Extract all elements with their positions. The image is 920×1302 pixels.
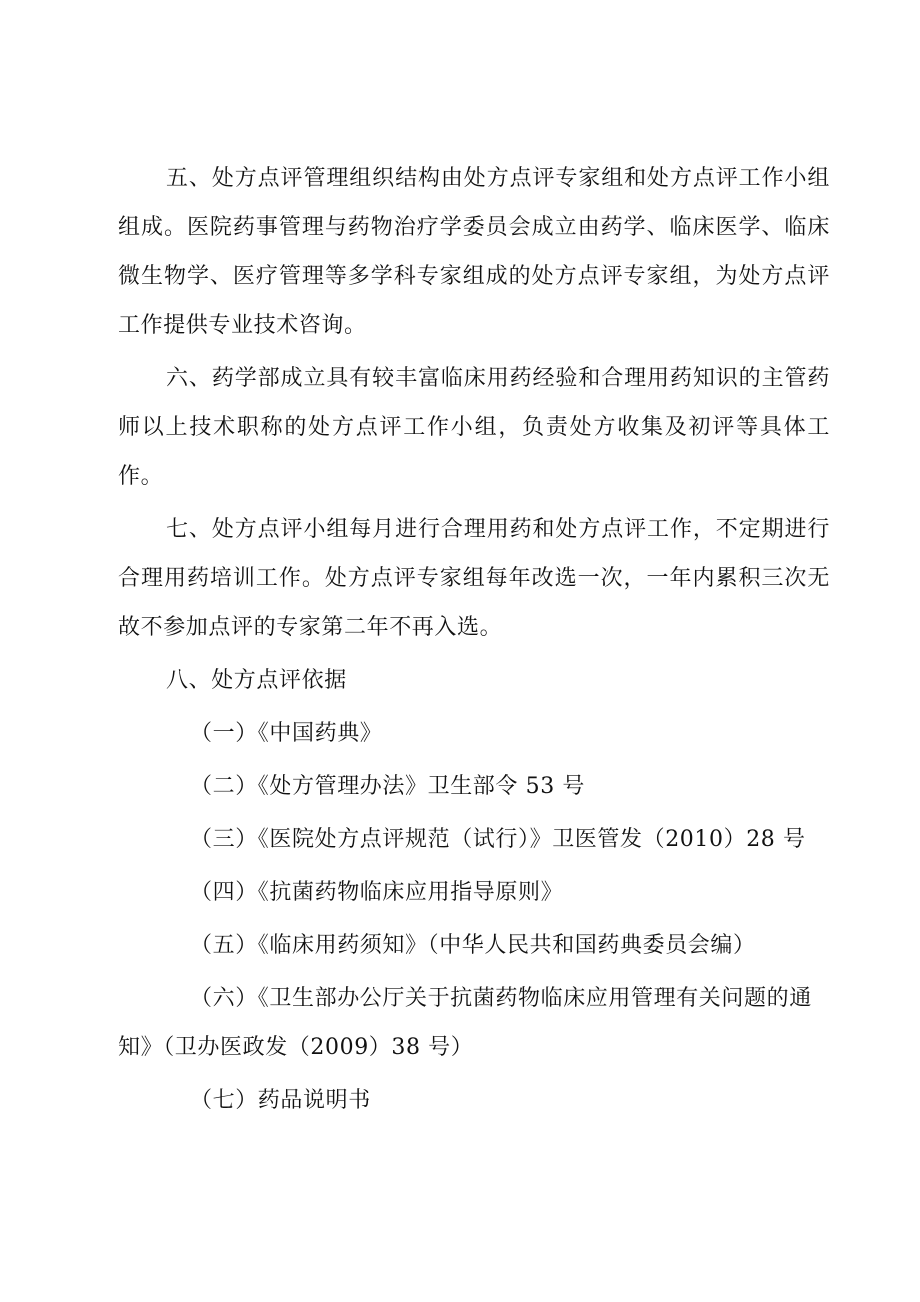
paragraph-5: 五、处方点评管理组织结构由处方点评专家组和处方点评工作小组组成。医院药事管理与药物治疗学委员会成立由药学、临床医学、临床微生物学、医疗管理等多学科专家组成的处方点评专家组，为处方点评工作提供专业技术咨询。: [118, 166, 830, 338]
basis-item-1: （一）《中国药典》: [190, 721, 383, 746]
paragraph-7: 七、处方点评小组每月进行合理用药和处方点评工作，不定期进行合理用药培训工作。处方点评专家组每年改选一次，一年内累积三次无故不参加点评的专家第二年不再入选。: [118, 517, 830, 640]
basis-item-6: （六）《卫生部办公厅关于抗菌药物临床应用管理有关问题的通知》（卫办医政发（2009）38 号）: [118, 986, 812, 1060]
basis-item-5: （五）《临床用药须知》（中华人民共和国药典委员会编）: [190, 933, 756, 958]
section-heading-basis: 八、处方点评依据: [166, 668, 347, 693]
basis-item-2: （二）《处方管理办法》卫生部令 53 号: [190, 774, 585, 799]
document-body: [118, 154, 830, 1125]
basis-item-4: （四）《抗菌药物临床应用指导原则》: [190, 880, 564, 905]
basis-item-3: （三）《医院处方点评规范（试行）》卫医管发（2010）28 号: [190, 827, 806, 852]
paragraph-6: 六、药学部成立具有较丰富临床用药经验和合理用药知识的主管药师以上技术职称的处方点评工作小组，负责处方收集及初评等具体工作。: [118, 366, 830, 489]
basis-item-7: （七）药品说明书: [190, 1088, 371, 1113]
